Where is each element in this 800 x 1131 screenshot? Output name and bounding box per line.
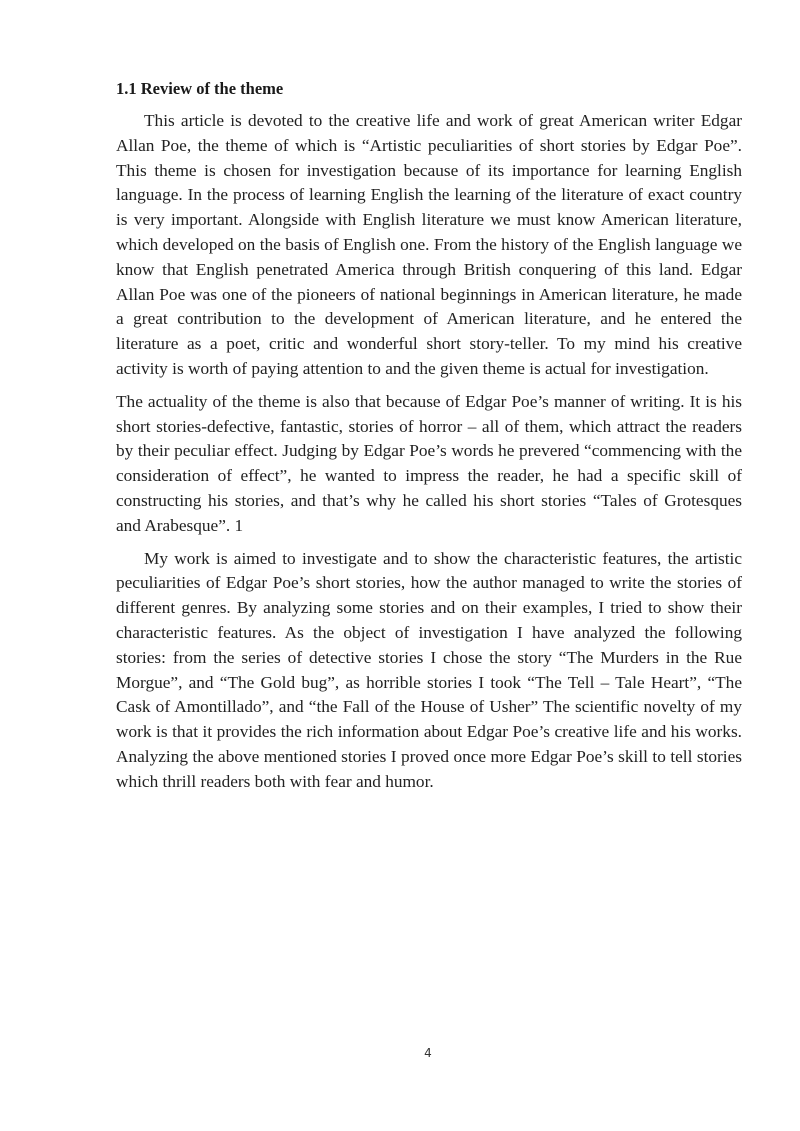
document-page <box>116 79 742 803</box>
paragraph-intro: This article is devoted to the creative life and work of great American writer Edgar Allan Poe, the theme of which is “Artistic peculiarities of short stories by Edgar Poe”. This theme is chosen for investigation because of its importance for learning English language. In the process of learning English the learning of the literature of exact country is very important. Alongside with English literature we must know American literature, which developed on the basis of English one. From the history of the English language we know that English penetrated America through British conquering of this land. Edgar Allan Poe was one of the pioneers of national beginnings in American literature, he made a great contribution to the development of American literature, and he entered the literature as a poet, critic and wonderful short story-teller. To my mind his creative activity is worth of paying attention to and the given theme is actual for investigation. <box>116 111 742 378</box>
paragraph-aim: My work is aimed to investigate and to show the characteristic features, the artistic peculiarities of Edgar Poe’s short stories, how the author managed to write the stories of different genres. By analyzing some stories and on their examples, I tried to show their characteristic features. As the object of investigation I have analyzed the following stories: from the series of detective stories I chose the story “The Murders in the Rue Morgue”, and “The Gold bug”, as horrible stories I took “The Tell – Tale Heart”, “The Cask of Amontillado”, and “the Fall of the House of Usher” The scientific novelty of my work is that it provides the rich information about Edgar Poe’s creative life and his works. Analyzing the above mentioned stories I proved once more Edgar Poe’s skill to tell stories which thrill readers both with fear and humor. <box>116 548 742 791</box>
page-number: 4 <box>424 1046 432 1060</box>
paragraph-actuality: The actuality of the theme is also that because of Edgar Poe’s manner of writing. It is his short stories-defective, fantastic, stories of horror – all of them, which attract the readers by their peculiar effect. Judging by Edgar Poe’s words he prevered “commencing with the consideration of effect”, he wanted to impress the reader, he had a specific skill of constructing his stories, and that’s why he called his short stories “Tales of Grotesques and Arabesque”. 1 <box>116 391 742 535</box>
section-heading: 1.1 Review of the theme <box>116 79 284 98</box>
